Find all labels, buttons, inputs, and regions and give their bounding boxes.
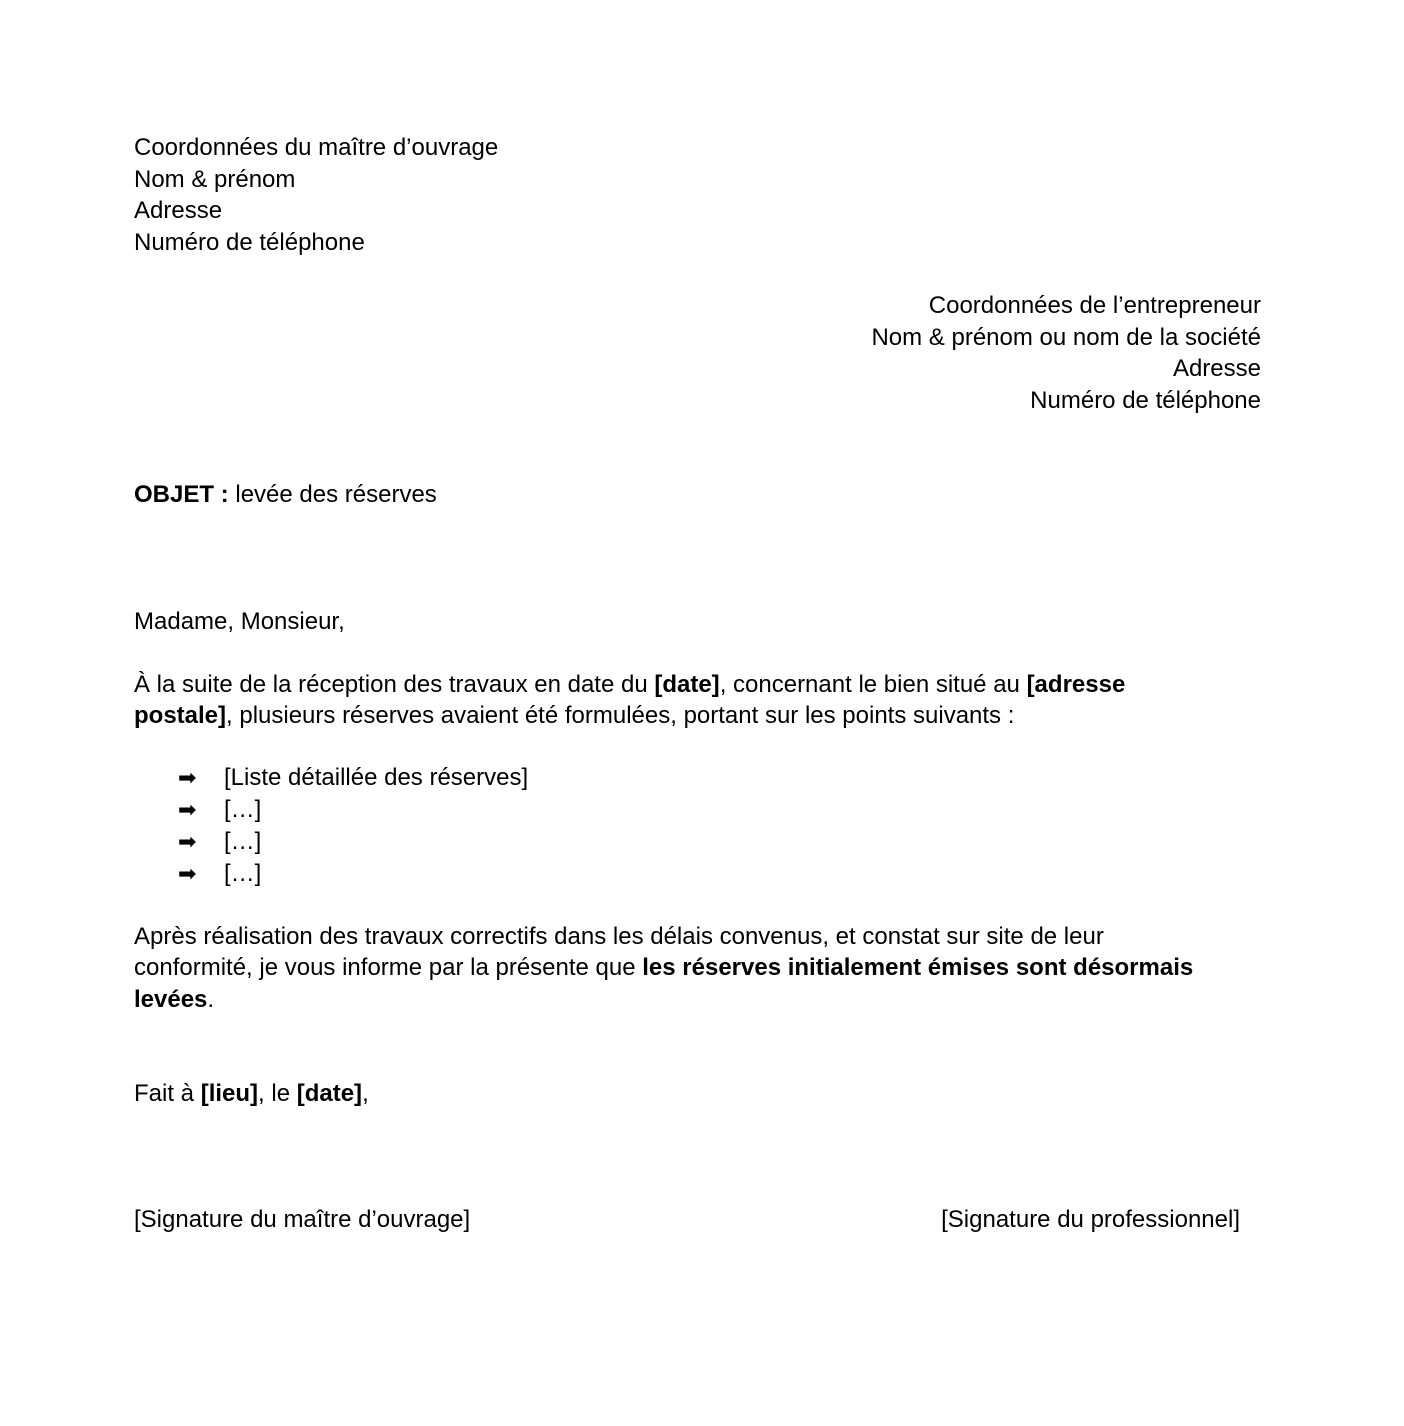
subject-line [134, 479, 437, 511]
paragraph2-end: . [207, 986, 215, 1013]
signature-owner: [Signature du maître d’ouvrage] [134, 1206, 471, 1233]
paragraph1-text-2: , concernant le bien situé au [719, 671, 1027, 698]
paragraph2-bold: les réserves initialement émises sont désormais [642, 954, 1194, 981]
closing-middle: , le [258, 1080, 297, 1107]
sender-heading: Coordonnées du maître d’ouvrage [134, 134, 499, 161]
date-placeholder: [date] [654, 671, 720, 698]
paragraph1-line2 [134, 700, 1014, 732]
paragraph2-bold-2: levées [134, 986, 208, 1013]
list-item: [Liste détaillée des réserves] [224, 764, 529, 791]
recipient-name: Nom & prénom ou nom de la société [871, 323, 1261, 351]
address-placeholder: [adresse [1026, 671, 1126, 698]
arrow-right-icon: ➡ [178, 765, 197, 790]
subject-text: levée des réserves [228, 481, 437, 508]
list-item: […] [224, 796, 262, 823]
arrow-right-icon: ➡ [178, 829, 197, 854]
paragraph1-text-3: , plusieurs réserves avaient été formulées, portant sur les points suivants : [226, 702, 1015, 729]
signature-professional: [Signature du professionnel] [941, 1206, 1240, 1233]
sender-name: Nom & prénom [134, 166, 296, 193]
closing-suffix: , [362, 1080, 369, 1107]
arrow-right-icon: ➡ [178, 797, 197, 822]
paragraph2-line3 [134, 984, 214, 1016]
recipient-heading: Coordonnées de l’entrepreneur [928, 292, 1261, 319]
paragraph1-text: À la suite de la réception des travaux en date du [134, 671, 655, 698]
recipient-address: Adresse [1172, 355, 1261, 383]
closing-prefix: Fait à [134, 1080, 201, 1107]
sender-address: Adresse [134, 197, 223, 224]
paragraph1-line1 [134, 669, 1125, 701]
closing-date-placeholder: [date] [296, 1080, 363, 1107]
subject-label: OBJET : [134, 481, 229, 508]
paragraph2-line1: Après réalisation des travaux correctifs dans les délais convenus, et constat sur site de leur [134, 923, 1104, 950]
place-placeholder: [lieu] [200, 1080, 259, 1107]
paragraph2-line2 [134, 952, 1193, 984]
sender-phone: Numéro de téléphone [134, 229, 365, 256]
list-item: […] [224, 828, 262, 855]
recipient-block [871, 290, 1261, 416]
arrow-right-icon: ➡ [178, 861, 197, 886]
recipient-phone: Numéro de téléphone [1030, 386, 1261, 414]
list-item: […] [224, 860, 262, 887]
salutation: Madame, Monsieur, [134, 608, 345, 635]
paragraph2-text: conformité, je vous informe par la présente que [134, 954, 643, 981]
closing-line [134, 1078, 369, 1110]
address-placeholder-2: postale] [134, 702, 227, 729]
